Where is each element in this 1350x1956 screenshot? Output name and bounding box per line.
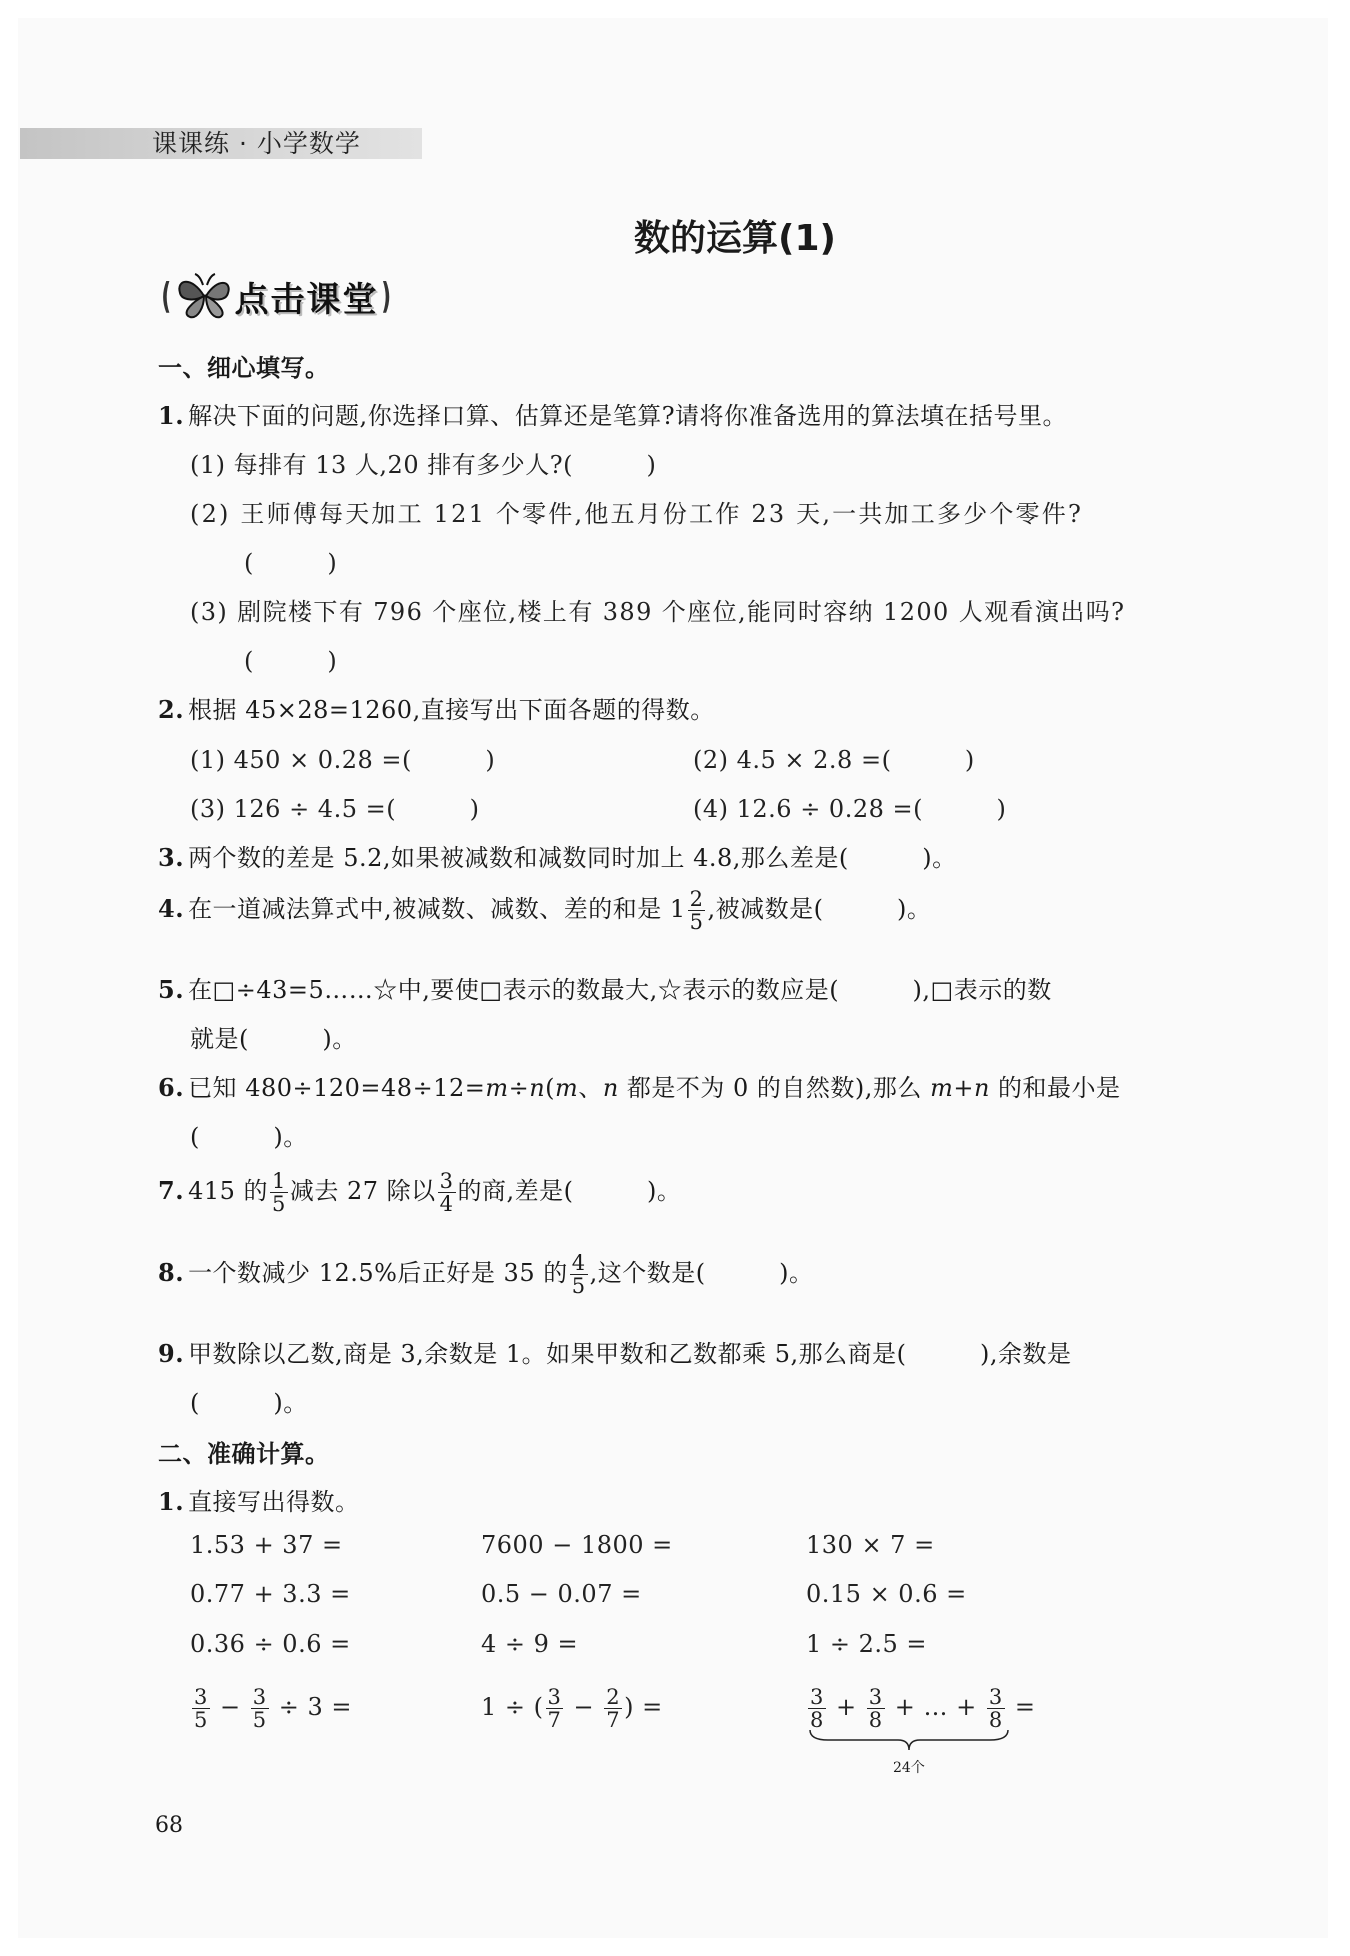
text: 的和最小是	[989, 1074, 1121, 1102]
question-text: 415 的	[188, 1177, 268, 1205]
question-number: 1.	[158, 1487, 185, 1516]
question-text: 减去 27 除以	[289, 1177, 436, 1205]
text: (	[545, 1074, 556, 1102]
text: =	[1014, 1693, 1036, 1721]
text: 、	[578, 1074, 603, 1102]
question-text: 一个数减少 12.5%后正好是 35 的	[188, 1259, 568, 1287]
page-title: 数的运算(1)	[634, 218, 836, 259]
fraction: $\frac{3}{8}$	[988, 1685, 1003, 1732]
underbrace	[808, 1728, 1010, 1752]
question-2	[158, 690, 715, 725]
question-text: 在一道减法算式中,被减数、减数、差的和是 1	[188, 895, 686, 923]
fraction: $\frac{3}{5}$	[252, 1685, 267, 1732]
fraction: $\frac{4}{5}$	[571, 1251, 586, 1298]
fraction: $\frac{3}{8}$	[810, 1685, 824, 1732]
text: 都是不为 0 的自然数),那么	[618, 1074, 931, 1102]
question-6-continued: ( )。	[190, 1123, 308, 1151]
question-1-part-2: (2) 王师傅每天加工 121 个零件,他五月份工作 23 天,一共加工多少个零件?	[190, 500, 1084, 528]
question-3	[158, 838, 957, 873]
section-badge	[158, 270, 395, 322]
section-2-heading: 二、准确计算。	[158, 1440, 330, 1468]
question-1-part-1: (1) 每排有 13 人,20 排有多少人?( )	[190, 451, 657, 479]
operator: ÷	[508, 1074, 530, 1102]
question-2-part-1: (1) 450 × 0.28 =( )	[190, 746, 496, 774]
answer-blank: ( )	[244, 647, 338, 675]
question-text: 两个数的差是 5.2,如果被减数和减数同时加上 4.8,那么差是( )。	[188, 844, 957, 872]
variable-m: m	[555, 1074, 579, 1102]
question-number: 4.	[158, 894, 185, 923]
variable-m: m	[930, 1074, 954, 1102]
question-text: 直接写出得数。	[188, 1488, 360, 1516]
badge-left-cap: (	[161, 275, 172, 317]
calc-item: 1.53 + 37 =	[190, 1531, 343, 1559]
calc-item: 1 ÷ 2.5 =	[806, 1630, 928, 1658]
question-text-end: ,这个数是( )。	[589, 1259, 814, 1287]
question-2-part-2: (2) 4.5 × 2.8 =( )	[693, 746, 975, 774]
question-1-part-3: (3) 剧院楼下有 796 个座位,楼上有 389 个座位,能同时容纳 1200 人观看演出吗?	[190, 598, 1126, 626]
calc-item-fraction-sum	[806, 1686, 1036, 1731]
calc-item: 0.5 − 0.07 =	[481, 1580, 642, 1608]
calc-item: 130 × 7 =	[806, 1531, 935, 1559]
fraction: $\frac{3}{8}$	[868, 1685, 883, 1732]
question-text: 根据 45×28=1260,直接写出下面各题的得数。	[188, 696, 715, 724]
question-4	[158, 888, 931, 933]
question-number: 5.	[158, 975, 185, 1004]
calc-item: 0.15 × 0.6 =	[806, 1580, 967, 1608]
question-number: 1.	[158, 401, 185, 430]
question-number: 2.	[158, 695, 185, 724]
question-number: 7.	[158, 1176, 185, 1205]
question-1	[158, 396, 1067, 431]
operator: +	[836, 1693, 857, 1721]
question-text: 已知 480÷120=48÷12=	[188, 1074, 486, 1102]
fraction: $\frac{1}{5}$	[272, 1169, 286, 1216]
question-9	[158, 1334, 1072, 1369]
question-number: 6.	[158, 1073, 185, 1102]
calc-question-1	[158, 1482, 360, 1517]
question-5-continued: 就是( )。	[190, 1025, 357, 1053]
question-text: 在□÷43=5……☆中,要使□表示的数最大,☆表示的数应是( ),□表示的数	[188, 976, 1052, 1004]
text: ) =	[624, 1693, 663, 1721]
question-text-end: ,被减数是( )。	[707, 895, 932, 923]
answer-blank: ( )	[244, 549, 338, 577]
calc-item-fraction	[190, 1686, 352, 1731]
question-number: 9.	[158, 1339, 185, 1368]
fraction: $\frac{3}{4}$	[439, 1169, 454, 1216]
page-number: 68	[155, 1813, 183, 1838]
variable-n: n	[602, 1074, 619, 1102]
operator: −	[573, 1693, 595, 1721]
badge-right-cap: )	[381, 275, 392, 317]
variable-m: m	[485, 1074, 509, 1102]
question-text-end: 的商,差是( )。	[457, 1177, 682, 1205]
operator: −	[220, 1693, 241, 1721]
question-6	[158, 1068, 1121, 1103]
section-1-heading: 一、细心填写。	[158, 354, 330, 382]
question-2-part-4: (4) 12.6 ÷ 0.28 =( )	[693, 795, 1007, 823]
badge-label: 点击课堂	[234, 279, 379, 320]
variable-n: n	[529, 1074, 546, 1102]
question-9-continued: ( )。	[190, 1389, 308, 1417]
calc-item: 0.77 + 3.3 =	[190, 1580, 351, 1608]
variable-n: n	[973, 1074, 990, 1102]
question-number: 3.	[158, 843, 185, 872]
fraction: $\frac{2}{5}$	[689, 887, 704, 934]
calc-item: 4 ÷ 9 =	[481, 1630, 579, 1658]
question-8	[158, 1252, 813, 1297]
fraction: $\frac{2}{7}$	[606, 1685, 621, 1732]
calc-item: 0.36 ÷ 0.6 =	[190, 1630, 351, 1658]
calc-item: 7600 − 1800 =	[481, 1531, 673, 1559]
question-number: 8.	[158, 1258, 185, 1287]
question-text: 甲数除以乙数,商是 3,余数是 1。如果甲数和乙数都乘 5,那么商是( ),余数是	[188, 1340, 1072, 1368]
operator: +	[953, 1074, 974, 1102]
question-5	[158, 970, 1052, 1005]
butterfly-icon	[174, 271, 234, 321]
fraction: $\frac{3}{5}$	[194, 1685, 208, 1732]
text: 1 ÷ (	[481, 1693, 544, 1721]
underbrace-label: 24个	[893, 1760, 925, 1776]
question-text: 解决下面的问题,你选择口算、估算还是笔算?请将你准备选用的算法填在括号里。	[188, 402, 1068, 430]
calc-item-fraction	[481, 1686, 663, 1731]
fraction: $\frac{3}{7}$	[547, 1685, 562, 1732]
text: ÷ 3 =	[278, 1693, 353, 1721]
operator: + … +	[894, 1693, 977, 1721]
series-header-text: 课课练 · 小学数学	[152, 129, 361, 158]
question-2-part-3: (3) 126 ÷ 4.5 =( )	[190, 795, 480, 823]
question-7	[158, 1170, 681, 1215]
